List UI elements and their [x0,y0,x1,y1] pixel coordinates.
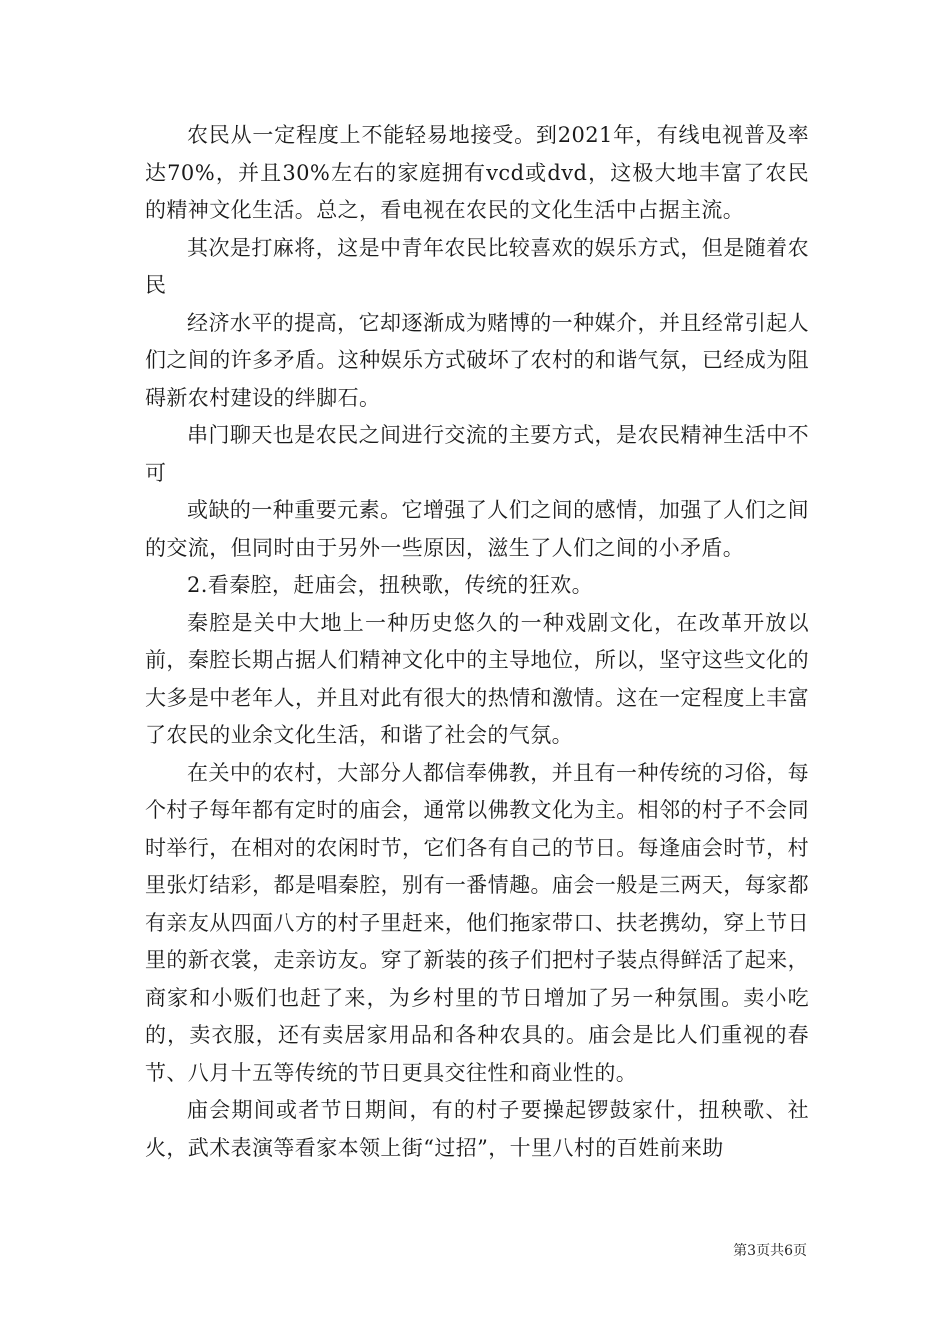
paragraph-mahjong-gambling: 经济水平的提高，它却逐渐成为赌博的一种媒介，并且经常引起人们之间的许多矛盾。这种娱乐方式破坏了农村的和谐气氛，已经成为阻碍新农村建设的绊脚石。 [145,310,809,410]
page-number: 第3页共6页 [733,1243,807,1259]
section-heading-qinqiang: 2.看秦腔，赶庙会，扭秧歌，传统的狂欢。 [187,573,594,597]
paragraph-chatting-intro: 串门聊天也是农民之间进行交流的主要方式，是农民精神生活中不可 [145,423,809,485]
paragraph-tv-popularity: 农民从一定程度上不能轻易地接受。到2021年，有线电视普及率达70%，并且30%左右的家庭拥有vcd或dvd，这极大地丰富了农民的精神文化生活。总之，看电视在农民的文化生活中占据主流。 [145,123,809,222]
paragraph-qinqiang: 秦腔是关中大地上一种历史悠久的一种戏剧文化，在改革开放以前，秦腔长期占据人们精神文化中的主导地位，所以，坚守这些文化的大多是中老年人，并且对此有很大的热情和激情。这在一定程度上丰富了农民的业余文化生活，和谐了社会的气氛。 [145,610,809,747]
paragraph-chatting-effects: 或缺的一种重要元素。它增强了人们之间的感情，加强了人们之间的交流，但同时由于另外一些原因，滋生了人们之间的小矛盾。 [145,498,809,560]
paragraph-mahjong-intro: 其次是打麻将，这是中青年农民比较喜欢的娱乐方式，但是随着农民 [145,235,809,297]
paragraph-festival-performances: 庙会期间或者节日期间，有的村子要操起锣鼓家什，扭秧歌、社火，武术表演等看家本领上街“过招”，十里八村的百姓前来助 [145,1098,809,1160]
paragraph-temple-fair: 在关中的农村，大部分人都信奉佛教，并且有一种传统的习俗，每个村子每年都有定时的庙会，通常以佛教文化为主。相邻的村子不会同时举行，在相对的农闲时节，它们各有自己的节日。每逢庙会时节，村里张灯结彩，都是唱秦腔，别有一番情趣。庙会一般是三两天，每家都有亲友从四面八方的村子里赶来，他们拖家带口、扶老携幼，穿上节日里的新衣裳，走亲访友。穿了新装的孩子们把村子装点得鲜活了起来，商家和小贩们也赶了来，为乡村里的节日增加了另一种氛围。卖小吃的，卖衣服，还有卖居家用品和各种农具的。庙会是比人们重视的春节、八月十五等传统的节日更具交往性和商业性的。 [145,760,809,1085]
document-body [145,117,809,1167]
